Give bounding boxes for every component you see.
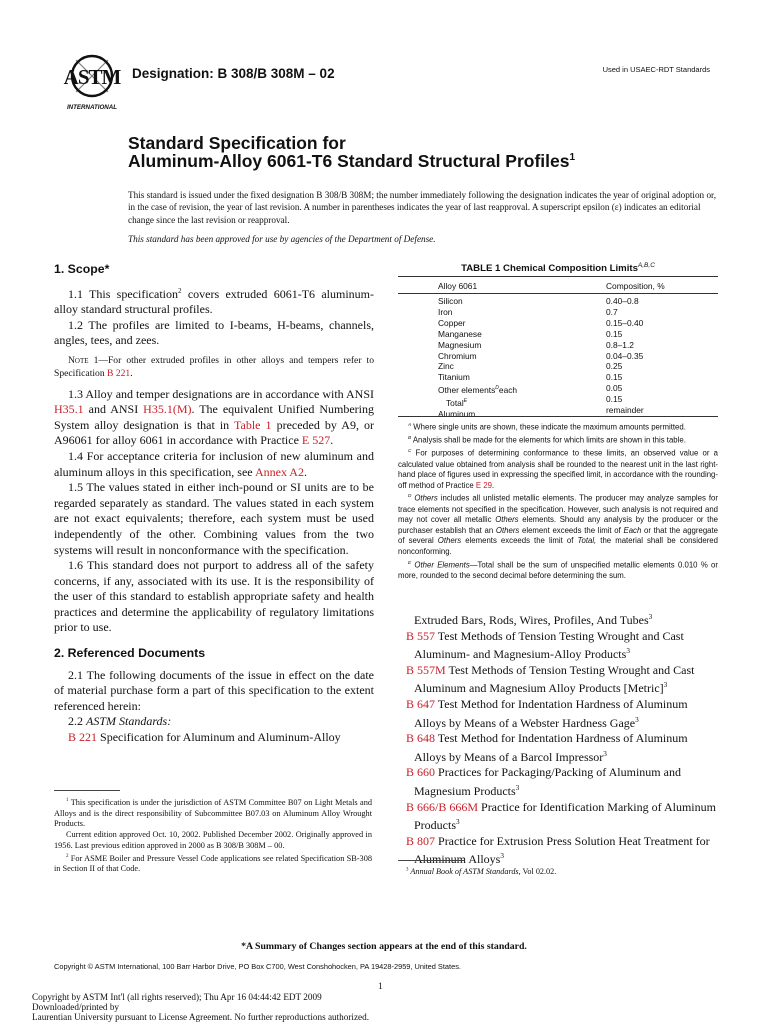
- table-row-value: 0.15: [606, 394, 623, 405]
- link-annex-a2[interactable]: Annex A2: [254, 464, 304, 479]
- table-row-value: 0.15–0.40: [606, 317, 644, 328]
- table-1-title: TABLE 1 Chemical Composition Limits$^{A,B,C}$: [461, 262, 655, 275]
- reference-item: B 557M Test Methods of Tension Testing Wrought and Cast Aluminum and Magnesium Alloy Products [Metric]$^3$: [406, 662, 695, 696]
- reference-item: B 647 Test Method for Indentation Hardness of Aluminum Alloys by Means of a Webster Hardness Gage$^3$: [406, 696, 688, 730]
- para-1-5: 1.5 The values stated in either inch-pound or SI units are to be regarded separately as standard. The values stated in each system are not exact equivalents; therefore, each system must be used independently of the other. Combining values from the two systems will result in nonconformance with the specification.: [54, 480, 374, 557]
- designation: Designation: B 308/B 308M – 02: [132, 66, 335, 81]
- table-element-column: [438, 296, 517, 420]
- section-heading-referenced: 2. Referenced Documents: [54, 646, 206, 661]
- table-top-rule: [398, 276, 718, 277]
- table-head-rule: [398, 293, 718, 294]
- para-1-1: 1.1 This specification$^2$ covers extruded 6061-T6 aluminum-alloy standard structural profiles.: [54, 286, 374, 317]
- reference-item: B 660 Practices for Packaging/Packing of Aluminum and Magnesium Products$^3$: [406, 765, 681, 798]
- reference-code-link[interactable]: B 660: [406, 765, 436, 780]
- issuance-note: This standard is issued under the fixed designation B 308/B 308M; the number immediately following the designation indicates the year of original adoption or, in the case of revision, the year of last revision. A number in parentheses indicates the year of last reapproval. A superscript epsilon (ε) indicates an editorial change since the last revision or reapproval.: [128, 190, 717, 225]
- copyright-line: Copyright © ASTM International, 100 Barr Harbor Drive, PO Box C700, West Conshohocken, PA 19428-2959, United States.: [54, 962, 461, 971]
- page-number: 1: [378, 981, 383, 992]
- table-row-value: remainder: [606, 405, 644, 416]
- footnote-1: $^1$ This specification is under the jurisdiction of ASTM Committee B07 on Light Metals and Alloys and is the direct responsibility of Subcommittee B07.03 on Aluminum Alloy Wrought Products.: [54, 797, 372, 829]
- ref-continued: Extruded Bars, Rods, Wires, Profiles, And Tubes$^3$: [414, 613, 653, 627]
- astm-logo: [62, 50, 122, 114]
- table-note-d: $^D$ Others includes all unlisted metallic elements. The producer may analyze samples for trace elements not specified in the specification. However, such analysis is not required and may not cover all metallic Others elements. Should any analysis by the producer or the purchaser establish that an Others element exceeds the limit of Each or that the aggregate of several Others elements exceeds the limit of Total, the material shall be considered nonconforming.: [398, 493, 718, 556]
- footnotes-left: [54, 796, 372, 875]
- table-note-c: $^C$ For purposes of determining conformance to these limits, an observed value or a calculated value obtained from analysis shall be rounded to the nearest unit in the last right-hand place of figures used in expressing the specified limit, in accordance with the rounding-off method of Practice E 29.: [398, 448, 718, 490]
- license-notice: [32, 992, 369, 1023]
- right-column-references: [398, 610, 716, 868]
- table-row-element: Copper: [438, 317, 466, 328]
- link-b221-ref[interactable]: B 221: [68, 730, 98, 745]
- table-notes: [398, 420, 718, 581]
- table-col-alloy: Alloy 6061: [438, 281, 478, 291]
- note-1: Note 1—For other extruded profiles in other alloys and tempers refer to Specification B 221.: [54, 354, 374, 379]
- reference-item: B 648 Test Method for Indentation Hardness of Aluminum Alloys by Means of a Barcol Impressor$^3$: [406, 731, 688, 764]
- reference-item: B 557 Test Methods of Tension Testing Wrought and Cast Aluminum- and Magnesium-Alloy Products$^3$: [406, 628, 684, 662]
- svg-text:INTERNATIONAL: INTERNATIONAL: [66, 104, 118, 111]
- table-row-element: Aluminum: [438, 408, 476, 419]
- license-line-2: Downloaded/printed by: [32, 1002, 120, 1013]
- svg-text:ASTM: ASTM: [63, 65, 121, 89]
- link-h35-1m[interactable]: H35.1(M): [143, 402, 192, 417]
- section-heading-scope: 1. Scope*: [54, 262, 110, 276]
- link-e527[interactable]: E 527: [301, 433, 331, 448]
- table-note-b: $^B$ Analysis shall be made for the elements for which limits are shown in this table.: [408, 435, 686, 445]
- reference-code-link[interactable]: B 648: [406, 731, 436, 746]
- para-1-4: 1.4 For acceptance criteria for inclusion of new aluminum and aluminum alloys in this specification, see Annex A2.: [54, 448, 374, 479]
- table-row-element: Zinc: [438, 361, 454, 372]
- summary-of-changes-note: *A Summary of Changes section appears at the end of this standard.: [241, 941, 527, 952]
- para-1-3: 1.3 Alloy and temper designations are in accordance with ANSI H35.1 and ANSI H35.1(M). The equivalent Unified Numbering System alloy designation is that in Table 1 preceded by A9, or A96061 for alloy 6061 in accordance with Practice E 527.: [54, 386, 375, 448]
- table-row-element: Iron: [438, 306, 453, 317]
- footnote-current-edition: Current edition approved Oct. 10, 2002. Published December 2002. Originally approved in 1956. Last previous edition approved in 2000 as B 308/B 308M – 00.: [54, 830, 372, 850]
- table-row-element: Magnesium: [438, 339, 482, 350]
- reference-code-link[interactable]: B 557M: [406, 662, 446, 677]
- table-row-value: 0.15: [606, 328, 623, 339]
- link-b221[interactable]: B 221: [107, 367, 131, 379]
- table-row-value: 0.25: [606, 361, 623, 372]
- table-row-element: Manganese: [438, 328, 482, 339]
- table-row-element: Titanium: [438, 372, 470, 383]
- reference-code-link[interactable]: B 557: [406, 628, 436, 643]
- table-row-element: Silicon: [438, 296, 463, 306]
- table-row-value: 0.7: [606, 306, 618, 317]
- para-2-1: 2.1 The following documents of the issue in effect on the date of material purchase form a part of this specification to the extent referenced herein:: [54, 667, 374, 713]
- reference-code-link[interactable]: B 647: [406, 696, 436, 711]
- license-line-1: Copyright by ASTM Int'l (all rights reserved); Thu Apr 16 04:44:42 EDT 2009: [32, 992, 322, 1002]
- ref-b221: B 221 Specification for Aluminum and Aluminum-Alloy: [68, 730, 341, 745]
- reference-list: [398, 629, 716, 868]
- table-bottom-rule: [398, 416, 718, 417]
- reference-code-link[interactable]: B 666/B 666M: [406, 799, 479, 814]
- para-1-6: 1.6 This standard does not purport to address all of the safety concerns, if any, associated with its use. It is the responsibility of the user of this standard to establish appropriate safety and health practices and determine the applicability of regulatory limitations prior to use.: [54, 558, 374, 635]
- left-column: [54, 262, 374, 746]
- footnote-rule: [54, 790, 120, 791]
- table-row-value: 0.40–0.8: [606, 296, 639, 306]
- title-line-1: Standard Specification for: [128, 133, 346, 153]
- para-1-2: 1.2 The profiles are limited to I-beams, H-beams, channels, angles, tees, and zees.: [54, 317, 374, 348]
- table-row-value: 0.15: [606, 372, 623, 383]
- table-note-a: $^A$ Where single units are shown, these indicate the maximum amounts permitted.: [408, 422, 686, 432]
- table-col-composition: Composition, %: [606, 281, 665, 291]
- footnote-rule-right: [398, 860, 464, 861]
- reference-code-link[interactable]: B 807: [406, 833, 436, 848]
- dod-approval-note: This standard has been approved for use by agencies of the Department of Defense.: [128, 234, 436, 244]
- title-line-2: Aluminum-Alloy 6061-T6 Standard Structural Profiles$^1$: [128, 151, 576, 171]
- used-in-label: Used in USAEC-RDT Standards: [602, 65, 710, 74]
- footnote-3: $^3$ Annual Book of ASTM Standards, Vol 02.02.: [406, 867, 557, 876]
- reference-item: B 807 Practice for Extrusion Press Solution Heat Treatment for Aluminum Alloys$^3$: [406, 833, 710, 867]
- table-value-column: [606, 296, 644, 416]
- table-row-element: Chromium: [438, 350, 477, 361]
- reference-item: B 666/B 666M Practice for Identification Marking of Aluminum Products$^3$: [406, 799, 716, 833]
- para-2-2: 2.2 ASTM Standards:: [68, 714, 172, 729]
- table-row-value: 0.04–0.35: [606, 350, 644, 361]
- table-row-element: Other elements$^D$each: [438, 385, 518, 396]
- link-h35-1[interactable]: H35.1: [54, 402, 84, 417]
- table-row-value: 0.05: [606, 383, 623, 394]
- table-note-e: $^E$ Other Elements—Total shall be the sum of unspecified metallic elements 0.010 % or more, rounded to the second decimal before determining the sum.: [398, 559, 718, 580]
- link-table-1[interactable]: Table 1: [234, 417, 272, 432]
- footnote-2: $^2$ For ASME Boiler and Pressure Vessel Code applications see related Specification SB-308 in Section II of that Code.: [54, 853, 373, 874]
- license-line-3: Laurentian University pursuant to License Agreement. No further reproductions authorized.: [32, 1012, 370, 1023]
- table-row-element: Total$^E$: [446, 397, 468, 408]
- link-e29[interactable]: E 29: [475, 480, 492, 490]
- table-row-value: 0.8–1.2: [606, 339, 634, 350]
